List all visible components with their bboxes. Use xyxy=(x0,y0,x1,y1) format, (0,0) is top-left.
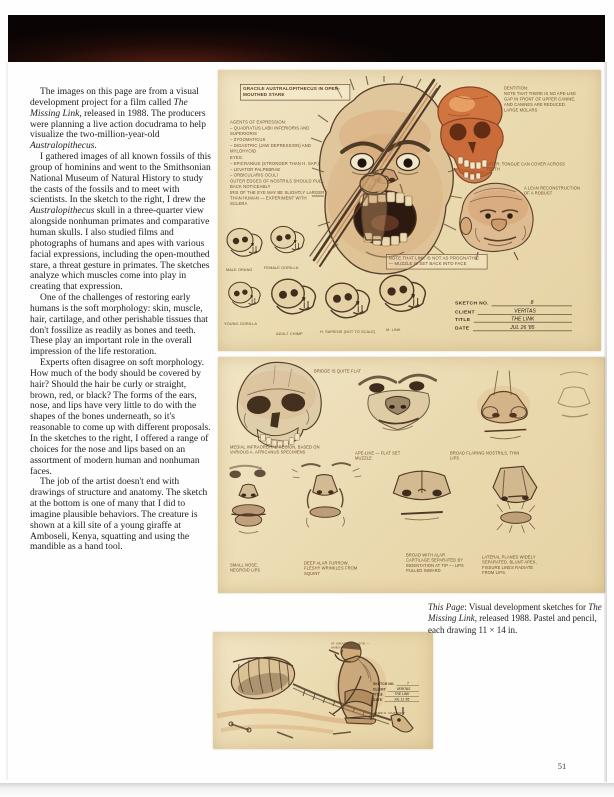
handwritten-note-line: DENTITION: xyxy=(504,86,529,91)
tongue-note: LATER: TONGUE CAN COVER ACROSS TEETH xyxy=(486,162,565,172)
text-segment: , released in 1988. The producers were planning a live action docudrama to help visualize the two-million-year-old xyxy=(30,108,206,141)
lateral-planes-study xyxy=(493,466,537,533)
handwritten-note-line: EYES: xyxy=(230,155,243,160)
stamp-title-value: THE LINK xyxy=(474,316,572,322)
body-paragraph xyxy=(30,477,214,553)
stamp-no-label: SKETCH NO. xyxy=(373,682,395,686)
italic-text-segment: The Missing Link xyxy=(30,97,188,119)
alar-furrow-study xyxy=(292,463,361,527)
skull-label-h-sapiens: H. SAPIENS (NOT TO SCALE) xyxy=(320,330,376,335)
page-edge-left xyxy=(6,62,8,780)
sketch-panel-expression-study xyxy=(218,70,601,351)
title-box-note: GRACILE AUSTRALOPITHECUS IN OPEN-MOUTHED STARE xyxy=(240,84,350,100)
kill-site-note: AT GIRAFFE KILL SITE — AMBOSELI, KENYA xyxy=(331,642,370,650)
article-text-column xyxy=(30,87,214,553)
medial-region-note: MEDIAL INFRAORBITAL REGION, BASED ON VARIOUS A. AFRICANUS SPECIMENS xyxy=(230,445,320,455)
body-paragraph xyxy=(30,358,214,477)
stamp-client-value: VERITAS xyxy=(478,308,572,314)
ape-like-note: APE-LIKE — FLAT SET MUZZLE xyxy=(355,451,401,461)
lean-robust-head-sketch xyxy=(460,183,533,260)
italic-text-segment: Australopithecus xyxy=(30,206,95,217)
handwritten-note-line: NOTE THAT THERE IS NO APE-LIKE GAP IN FRONT OF UPPER CANINE, AND CANINES ARE REDUCED. xyxy=(504,91,577,107)
skull-label-young-gorilla: YOUNG GORILLA xyxy=(224,322,257,327)
photo-strip-glow xyxy=(8,15,605,62)
stamp-client-value: VERITAS xyxy=(388,687,419,691)
sketch-stamp-bottom xyxy=(373,682,419,703)
lateral-planes-note: LATERAL PLANES WIDELY SEPARATED, BLUNT APEX, FISSURE LINES RADIATE FROM LIPS. xyxy=(482,555,537,576)
text-segment: The images on this page are from a visual development project for a film called xyxy=(30,87,199,108)
handwritten-note-line: – DIGASTRIC (JAW DEPRESSION) AND MYLOHYOID xyxy=(230,143,311,154)
text-segment: Experts often disagree on soft morphology. How much of the body should be covered by hair? Should the hair be curly or straight, brown, red, or black? The forms of the ears, nose, and lips have very little to do with the shapes of the bones underneath, so it's reasonable to come up with different proposals. In the sketches to the right, I offered a range of choices for the nose and lips based on an assortment of modern human and nonhuman faces. xyxy=(30,358,211,477)
expression-notes xyxy=(230,120,325,208)
skull-label-male-orang: MALE ORANG xyxy=(226,268,253,273)
indented-tip-study xyxy=(393,470,450,520)
text-segment: , released 1988. Pastel and pencil, each drawing 11 × 14 in. xyxy=(428,613,597,635)
handwritten-note-line: – EPICRANIUS (STRONGER THAN H. SAP.) xyxy=(230,161,319,166)
handwritten-note-line: – LEVATOR PALPEBRAE xyxy=(230,167,281,173)
stamp-no-value: 7 xyxy=(397,682,419,686)
text-segment: One of the challenges of restoring early humans is the soft morphology: skin, muscle, hair, cartilage, and other perishable tissues that don't fossilize as readily as bones and teeth. These play an important role in the overall impression of the life restoration. xyxy=(30,293,208,358)
deep-alar-note: DEEP ALAR FURROW, FLESHY WRINKLES FROM SQUINT xyxy=(304,561,358,577)
page-edge-bottom xyxy=(0,783,614,797)
sketch-stamp-top xyxy=(455,300,572,333)
bridge-note: BRIDGE IS QUITE FLAT xyxy=(314,369,362,374)
small-nose-study xyxy=(230,466,266,533)
text-segment: The job of the artist doesn't end with drawings of structure and anatomy. The sketch at the bottom is one of many that I did to imagine plausible behaviors. The creature is shown at a kill site of a young giraffe at Amboseli, Kenya, squatting and using the mandible as a hand tool. xyxy=(30,477,208,553)
handwritten-note-line: – ORBICULARIS OCULI xyxy=(230,173,279,179)
broad-nostril-study xyxy=(477,371,530,439)
page-number: 51 xyxy=(557,761,567,771)
italic-text-segment: This Page xyxy=(428,602,465,612)
text-segment: skull in a three-quarter view alongside nonhuman primates and comparative human skulls. I also studied films and photographs of humans and apes with various facial expressions, including the open-mouthed stare, a threat gesture in primates. The sketches analyze which muscles come into play in creating that expression. xyxy=(30,206,210,293)
handwritten-note-line: – ZYGOMATICUS xyxy=(230,137,266,143)
lean-reconstruction-note: A LEAN RECONSTRUCTION OF A ROBUST xyxy=(524,186,581,196)
muzzle-note-box: NOTE THAT LINK IS NOT AS PROGNATHIC — MUZZLE IS SET BACK INTO FACE xyxy=(386,254,488,269)
skull-label-adult-chimp: ADULT CHIMP xyxy=(276,332,303,337)
text-segment: : Visual development sketches for xyxy=(464,602,589,612)
skull-label-m-link: M. LINK xyxy=(386,328,401,333)
gripping-fist-sketch xyxy=(360,173,389,240)
handwritten-note-line: – QUADRATUS LABII INFERIORIS AND SUPERIORIS xyxy=(230,126,310,137)
page-edge-right xyxy=(604,62,607,782)
italic-text-segment: The Missing Link xyxy=(428,602,602,624)
broad-alar-note: BROAD WITH ALAR CARTILAGE SEPARATED BY INDENTATION AT TIP — LIPS PULLED INWARD xyxy=(406,553,464,574)
italic-text-segment: Australopithecus xyxy=(30,141,95,152)
stamp-title-label: TITLE xyxy=(455,317,471,323)
body-paragraph xyxy=(30,293,214,358)
handwritten-note-line: IRIS OF THE EYE MAY BE SLIGHTLY LARGER THAN HUMAN — EXPERIMENT WITH SCLERA xyxy=(230,190,325,207)
dentition-notes xyxy=(504,86,578,114)
body-paragraph xyxy=(30,87,214,152)
stamp-no-value: 8 xyxy=(492,300,572,306)
text-segment: . xyxy=(94,141,97,152)
front-view-skull-sketch xyxy=(237,362,321,447)
sketch-panel-nose-lip-studies xyxy=(218,357,605,593)
stamp-client-label: CLIENT xyxy=(455,308,475,315)
broad-flaring-note: BROAD FLARING NOSTRILS, THIN LIPS xyxy=(450,451,520,461)
stamp-date-value: JUL 11 '85 xyxy=(384,698,419,702)
stamp-title-label: TITLE xyxy=(373,693,383,697)
small-nose-note: SMALL NOSE, NEGROID LIPS xyxy=(230,563,261,573)
handwritten-note-line: OUTER EDGES OF NOSTRILS SHOULD PULL BACK NOTICEABLY xyxy=(230,179,324,190)
faint-corner-study xyxy=(558,372,590,417)
stamp-no-label: SKETCH NO. xyxy=(455,300,489,307)
body-paragraph xyxy=(30,152,214,293)
handwritten-note-line: LARGE MOLARS xyxy=(504,108,538,113)
stamp-client-label: CLIENT xyxy=(373,687,386,692)
stamp-date-value: JUL 26 '85 xyxy=(473,325,572,331)
stamp-date-label: DATE xyxy=(455,325,470,331)
stamp-date-label: DATE xyxy=(373,698,383,702)
image-caption xyxy=(428,602,606,636)
stamp-title-value: THE LINK xyxy=(385,693,419,697)
page-top-photo-strip xyxy=(8,15,605,62)
ape-muzzle-study xyxy=(360,375,436,430)
handwritten-note-line: AGENTS OF EXPRESSION: xyxy=(230,120,287,125)
text-segment: I gathered images of all known fossils of this group of hominins and went to the Smithsonian National Museum of Natural History to study the casts of the fossils and to meet with scientists. In the sketch to the right, I drew the xyxy=(30,152,211,206)
skull-label-female-gorilla: FEMALE GORILLA xyxy=(264,266,299,271)
artist-signature: JAMES GURNEY xyxy=(373,712,406,716)
sketch-panel-behavior-study xyxy=(213,632,433,749)
